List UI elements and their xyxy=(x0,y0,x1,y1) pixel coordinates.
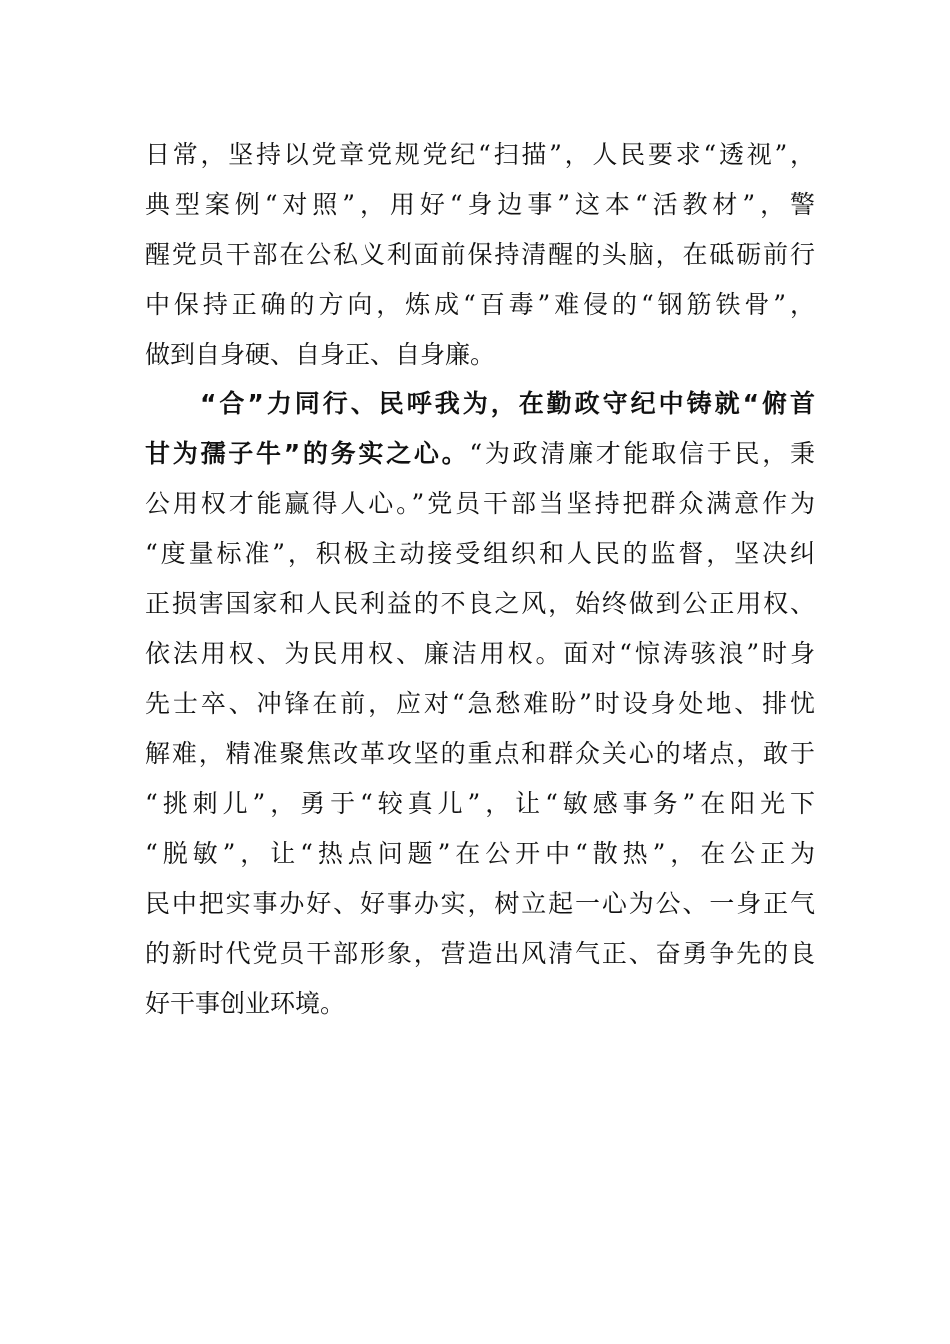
paragraph2-line-10: “脱敏”，让“热点问题”在公开中“散热”，在公正为 xyxy=(145,839,815,868)
paragraph1-line-2: 典型案例“对照”，用好“身边事”这本“活教材”，警 xyxy=(145,190,815,219)
paragraph2-line-12: 的新时代党员干部形象，营造出风清气正、奋勇争先的良 xyxy=(145,939,815,968)
paragraph2-line-2 xyxy=(145,439,815,469)
paragraph2-line-7: 先士卒、冲锋在前，应对“急愁难盼”时设身处地、排忧 xyxy=(145,689,815,718)
paragraph2-line-3: 公用权才能赢得人心。”党员干部当坚持把群众满意作为 xyxy=(145,489,815,518)
paragraph1-line-1: 日常，坚持以党章党规党纪“扫描”，人民要求“透视”， xyxy=(145,140,815,169)
paragraph2-line-11: 民中把实事办好、好事办实，树立起一心为公、一身正气 xyxy=(145,889,815,918)
paragraph2-heading-line-2: 甘为孺子牛”的务实之心。 xyxy=(145,439,470,468)
paragraph1-line-4: 中保持正确的方向，炼成“百毒”难侵的“钢筋铁骨”， xyxy=(145,290,815,319)
paragraph2-line-8: 解难，精准聚焦改革攻坚的重点和群众关心的堵点，敢于 xyxy=(145,739,815,768)
paragraph2-line-9: “挑刺儿”，勇于“较真儿”，让“敏感事务”在阳光下 xyxy=(145,789,815,818)
paragraph1-line-5: 做到自身硬、自身正、自身廉。 xyxy=(145,340,496,369)
paragraph2-line-2-rest: “为政清廉才能取信于民，秉 xyxy=(469,439,815,468)
paragraph1-line-3: 醒党员干部在公私义利面前保持清醒的头脑，在砥砺前行 xyxy=(145,240,815,269)
paragraph2-heading-line-1: “合”力同行、民呼我为，在勤政守纪中铸就“俯首 xyxy=(200,389,815,418)
paragraph2-line-13: 好干事创业环境。 xyxy=(145,989,346,1018)
paragraph2-line-4: “度量标准”，积极主动接受组织和人民的监督，坚决纠 xyxy=(145,539,815,568)
paragraph2-line-5: 正损害国家和人民利益的不良之风，始终做到公正用权、 xyxy=(145,589,815,618)
paragraph2-line-6: 依法用权、为民用权、廉洁用权。面对“惊涛骇浪”时身 xyxy=(145,639,815,668)
